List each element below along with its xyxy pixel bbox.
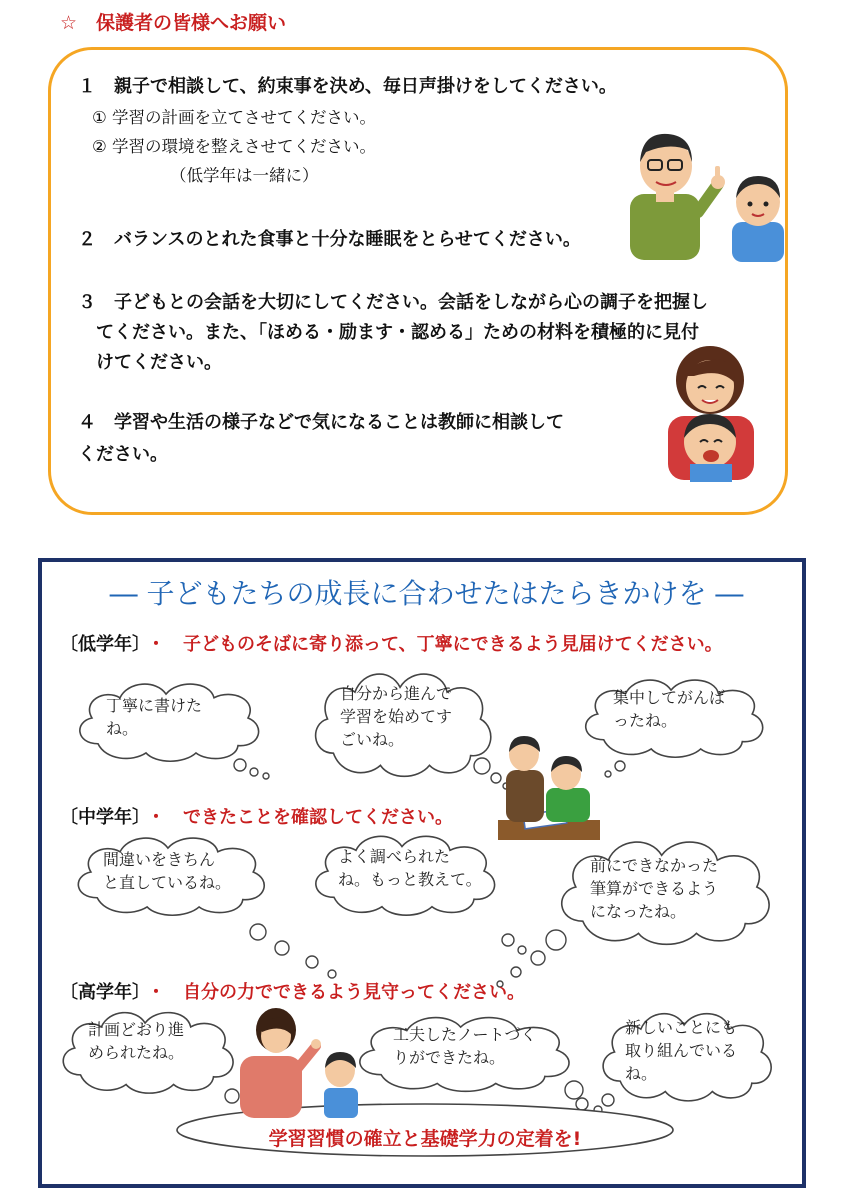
- request-1-sub-2: ② 学習の環境を整えさせてください。: [92, 137, 377, 156]
- grade-label-lower: 〔低学年〕: [60, 634, 141, 655]
- grade-note-upper: ・ 自分の力でできるよう見守ってください。: [147, 982, 525, 1003]
- bubble-text: 計画どおり進 められたね。: [88, 1020, 185, 1062]
- bubble-text: 前にできなかった 筆算ができるよう になったね。: [590, 856, 719, 921]
- section-title: ☆ 保護者の皆様へお願い: [60, 12, 287, 34]
- bubble-text: 間違いをきちん と直しているね。: [103, 850, 232, 892]
- request-1-sub-3: （低学年は一緒に）: [170, 166, 319, 185]
- grade-label-upper: 〔高学年〕: [60, 982, 141, 1003]
- bubble-text: 集中してがんば ったね。: [613, 688, 726, 730]
- bubble-text: 工夫したノートづく りができたね。: [393, 1025, 537, 1067]
- growth-heading: ― 子どもたちの成長に合わせたはたらきかけを ―: [109, 577, 744, 610]
- request-4-line-2: ください。: [78, 444, 168, 465]
- request-4-line-1: ４ 学習や生活の様子などで気になることは教師に相談して: [78, 412, 564, 433]
- grade-row-lower: [60, 630, 723, 656]
- bubble-text: 自分から進んで 学習を始めてす ごいね。: [340, 684, 453, 749]
- request-3-line-3: けてください。: [96, 352, 222, 373]
- teacher-pointing-illustration: [236, 1008, 364, 1118]
- grade-note-middle: ・ できたことを確認してください。: [147, 807, 453, 828]
- request-2: ２ バランスのとれた食事と十分な睡眠をとらせてください。: [78, 229, 581, 250]
- bubble-text: 新しいことにも 取り組んでいる ね。: [625, 1018, 738, 1083]
- request-3-line-2: てください。また、「ほめる・励ます・認める」ための材料を積極的に見付: [96, 322, 699, 343]
- father-child-studying-illustration: [498, 732, 600, 840]
- grade-note-lower: ・ 子どものそばに寄り添って、丁寧にできるよう見届けてください。: [147, 634, 723, 655]
- bubble-text: よく調べられた ね。もっと教えて。: [338, 847, 482, 889]
- grade-row-middle: [60, 803, 453, 829]
- bubble-text: 丁寧に書けた ね。: [106, 696, 203, 738]
- grade-label-middle: 〔中学年〕: [60, 807, 141, 828]
- request-3-line-1: ３ 子どもとの会話を大切にしてください。会話をしながら心の調子を把握し: [78, 292, 708, 313]
- request-1: １ 親子で相談して、約束事を決め、毎日声掛けをしてください。: [78, 76, 617, 97]
- grade-row-upper: [60, 978, 525, 1004]
- goal-message: 学習習慣の確立と基礎学力の定着を!: [268, 1128, 582, 1150]
- request-1-sub-1: ① 学習の計画を立てさせてください。: [92, 108, 377, 127]
